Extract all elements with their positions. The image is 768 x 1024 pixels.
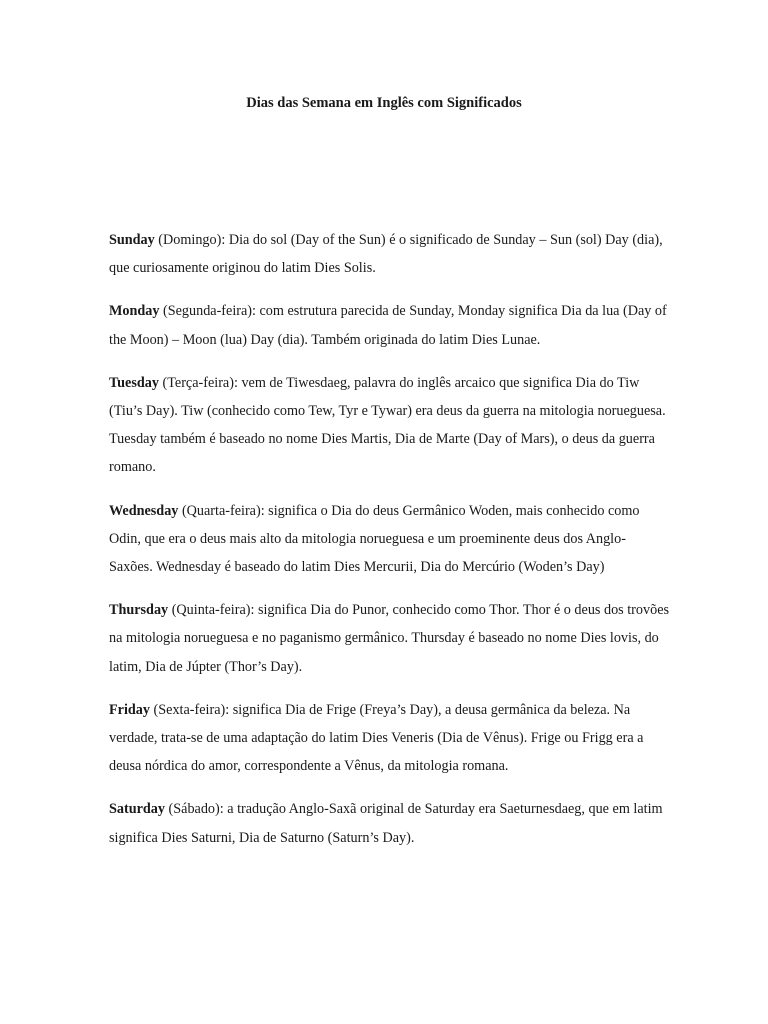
day-name: Saturday — [109, 801, 165, 818]
entry-text: (Sexta-feira): significa Dia de Frige (Freya’s Day), a deusa germânica da beleza. Na verdade, trata-se de uma adaptação do latim Dies Veneris (Dia de Vênus). Frige ou Frigg era a deusa nórdica do amor, correspondente a Vênus, da mitologia romana. — [109, 701, 644, 775]
entries-list — [109, 226, 669, 867]
day-name: Thursday — [109, 602, 169, 619]
entry-tuesday — [109, 369, 669, 482]
day-name: Tuesday — [109, 374, 159, 391]
day-name: Friday — [109, 701, 150, 718]
entry-text: (Terça-feira): vem de Tiwesdaeg, palavra do inglês arcaico que significa Dia do Tiw (Tiu’s Day). Tiw (conhecido como Tew, Tyr e Tywar) era deus da guerra na mitologia norueguesa. Tuesday também é baseado no nome Dies Martis, Dia de Marte (Day of Mars), o deus da guerra romano. — [109, 374, 666, 476]
entry-monday — [109, 297, 669, 353]
day-name: Sunday — [109, 232, 155, 248]
entry-sunday — [109, 226, 669, 282]
document-title: Dias das Semana em Inglês com Significados — [246, 95, 522, 111]
entry-wednesday — [109, 497, 669, 582]
entry-text: (Quarta-feira): significa o Dia do deus Germânico Woden, mais conhecido como Odin, que era o deus mais alto da mitologia norueguesa e um proeminente deus dos Anglo-Saxões. Wednesday é baseado do latim Dies Mercurii, Dia do Mercúrio (Woden’s Day) — [109, 502, 640, 576]
entry-text: (Segunda-feira): com estrutura parecida de Sunday, Monday significa Dia da lua (Day of the Moon) – Moon (lua) Day (dia). Também originada do latim Dies Lunae. — [109, 303, 667, 348]
entry-friday — [109, 696, 669, 781]
entry-text: (Domingo): Dia do sol (Day of the Sun) é o significado de Sunday – Sun (sol) Day (dia), que curiosamente originou do latim Dies Solis. — [109, 232, 663, 277]
entry-text: (Quinta-feira): significa Dia do Punor, conhecido como Thor. Thor é o deus dos trovões na mitologia norueguesa e no paganismo germânico. Thursday é baseado no nome Dies lovis, do latim, Dia de Júpter (Thor’s Day). — [109, 602, 670, 675]
entry-text: (Sábado): a tradução Anglo-Saxã original de Saturday era Saeturnesdaeg, que em latim significa Dies Saturni, Dia de Saturno (Saturn’s Day). — [109, 801, 663, 846]
day-name: Wednesday — [109, 502, 179, 519]
day-name: Monday — [109, 303, 160, 320]
entry-saturday — [109, 795, 669, 851]
entry-thursday — [109, 596, 669, 681]
